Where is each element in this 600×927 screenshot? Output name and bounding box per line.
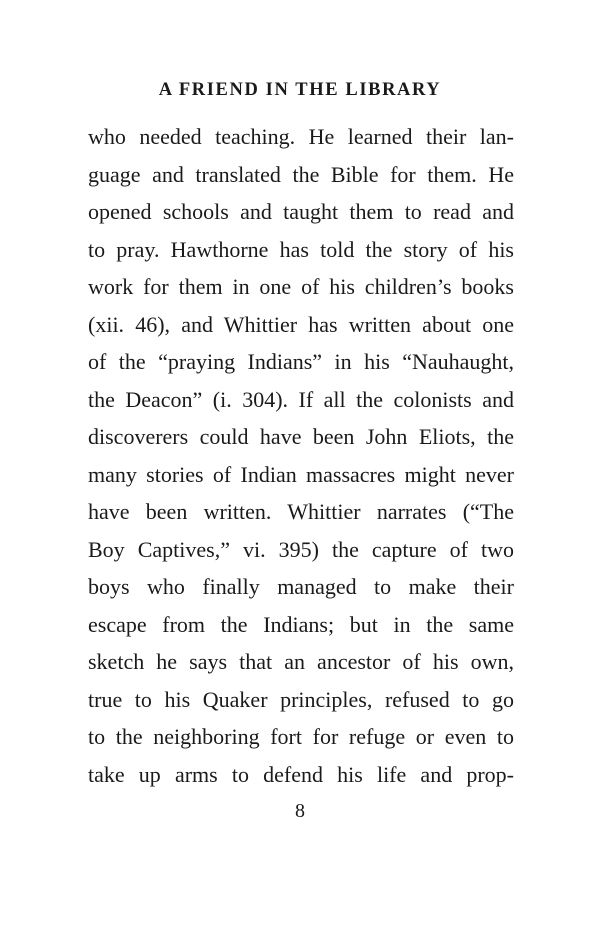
running-head: A FRIEND IN THE LIBRARY — [158, 80, 442, 100]
text-line: who needed teaching. He learned their lan- — [88, 124, 514, 149]
text-line: true to his Quaker principles, refused to go — [88, 686, 514, 712]
text-line: (xii. 46), and Whittier has written about one — [88, 311, 514, 337]
body-text — [88, 118, 514, 793]
text-line: opened schools and taught them to read and — [88, 199, 514, 224]
text-line: to pray. Hawthorne has told the story of his — [88, 236, 514, 262]
text-line: escape from the Indians; but in the same — [88, 611, 514, 637]
text-line: discoverers could have been John Eliots, the — [88, 424, 514, 449]
text-line: have been written. Whittier narrates (“The — [88, 499, 514, 524]
text-line: to the neighboring fort for refuge or even to — [88, 724, 514, 749]
text-line: the Deacon” (i. 304). If all the colonists and — [88, 386, 514, 412]
page-number: 8 — [295, 800, 305, 822]
text-line: guage and translated the Bible for them. He — [88, 161, 514, 187]
text-line: take up arms to defend his life and prop- — [88, 761, 514, 787]
text-line: of the “praying Indians” in his “Nauhaught, — [88, 349, 514, 374]
text-line: sketch he says that an ancestor of his own, — [88, 649, 514, 674]
text-line: many stories of Indian massacres might never — [88, 461, 514, 487]
text-line: work for them in one of his children’s books — [88, 274, 514, 299]
text-line: Boy Captives,” vi. 395) the capture of two — [88, 536, 514, 562]
text-line: boys who finally managed to make their — [88, 574, 514, 599]
